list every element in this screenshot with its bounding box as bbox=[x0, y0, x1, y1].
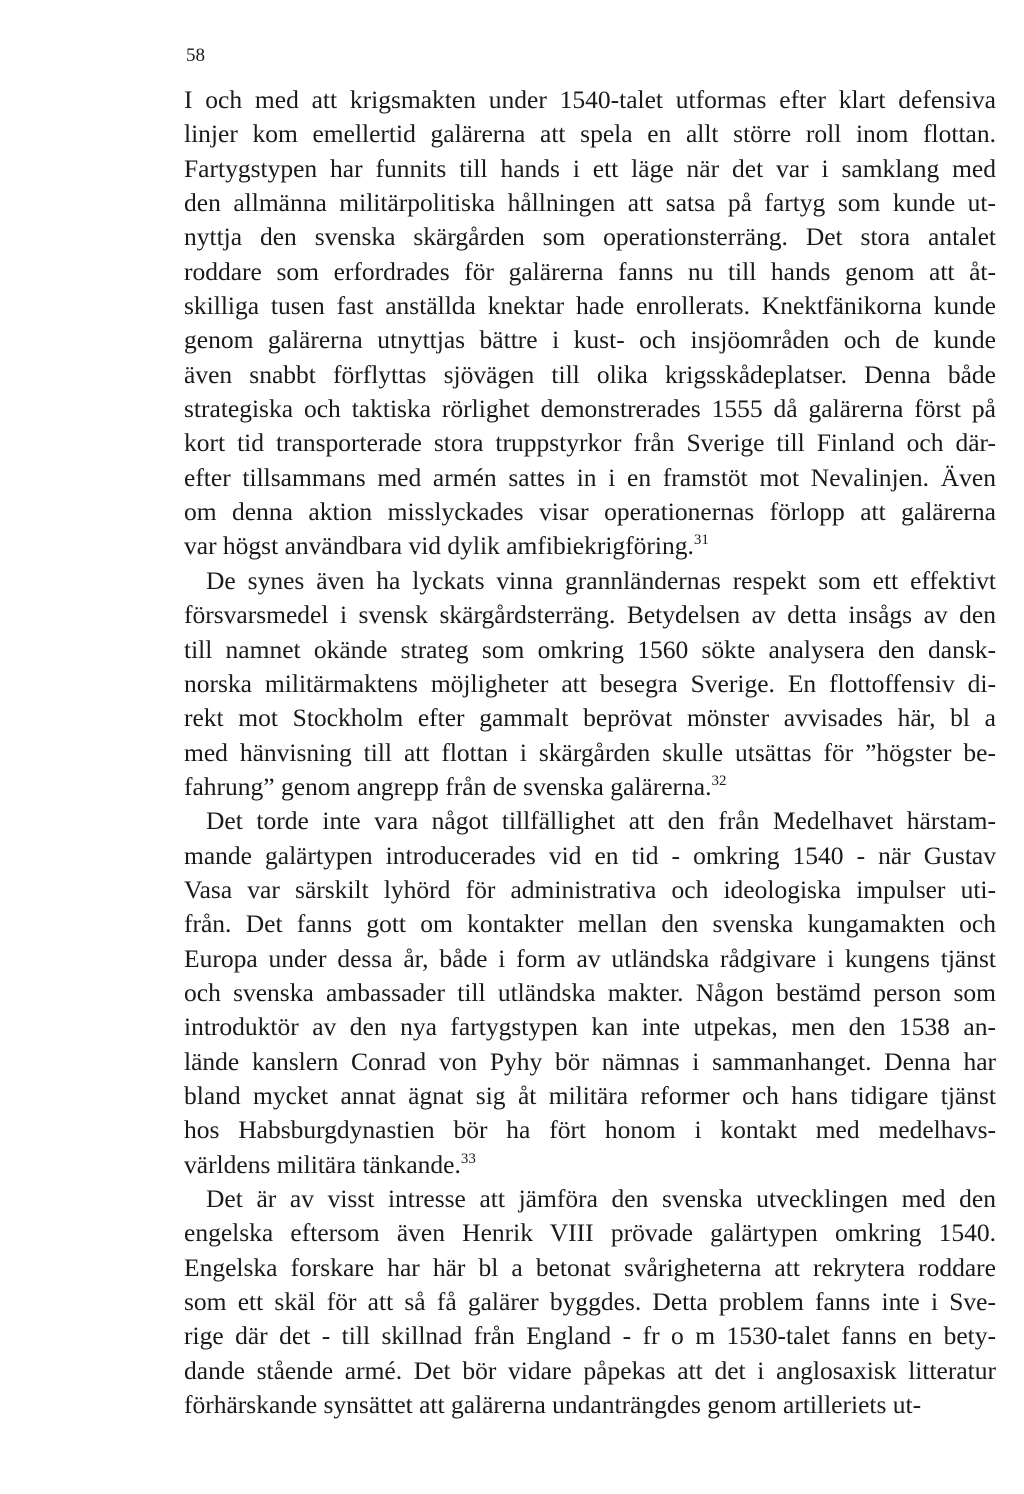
line-text: den allmänna militärpolitiska hållningen att satsa på fartyg som kunde ut- bbox=[184, 188, 996, 218]
line-text: mande galärtypen introducerades vid en tid - omkring 1540 - när Gustav bbox=[184, 840, 996, 870]
text-line bbox=[184, 976, 996, 1010]
line-text: Fartygstypen har funnits till hands i ett läge när det var i samklang med bbox=[184, 153, 996, 183]
text-line bbox=[184, 736, 996, 770]
line-text: roddare som erfordrades för galärerna fanns nu till hands genom att åt- bbox=[184, 256, 996, 286]
text-line bbox=[184, 1010, 996, 1044]
line-text: till namnet okände strateg som omkring 1560 sökte analysera den dansk- bbox=[184, 634, 996, 664]
body-text bbox=[184, 83, 996, 1422]
line-text: Europa under dessa år, både i form av utländska rådgivare i kungens tjänst bbox=[184, 943, 996, 973]
line-text: efter tillsammans med armén sattes in i en framstöt mot Nevalinjen. Även bbox=[184, 462, 996, 492]
text-line bbox=[184, 770, 996, 804]
line-text: rekt mot Stockholm efter gammalt beprövat mönster avvisades här, bl a bbox=[184, 703, 996, 733]
line-text: norska militärmaktens möjligheter att besegra Sverige. En flottoffensiv di- bbox=[184, 668, 996, 698]
text-line bbox=[184, 907, 996, 941]
text-line bbox=[184, 83, 996, 117]
line-text: försvarsmedel i svensk skärgårdsterräng. Betydelsen av detta insågs av den bbox=[184, 600, 996, 630]
text-line bbox=[184, 186, 996, 220]
text-line bbox=[184, 358, 996, 392]
text-line bbox=[184, 461, 996, 495]
text-line bbox=[184, 633, 996, 667]
line-text: som ett skäl för att så få galärer byggdes. Detta problem fanns inte i Sve- bbox=[184, 1287, 996, 1317]
text-line bbox=[184, 1182, 996, 1216]
text-line bbox=[184, 598, 996, 632]
line-text: bland mycket annat ägnat sig åt militära reformer och hans tidigare tjänst bbox=[184, 1080, 996, 1110]
text-line bbox=[184, 255, 996, 289]
line-text: Det torde inte vara något tillfällighet att den från Medelhavet härstam- bbox=[206, 806, 996, 836]
line-text: De synes även ha lyckats vinna grannländernas respekt som ett effektivt bbox=[206, 565, 996, 595]
line-text: och svenska ambassader till utländska makter. Någon bestämd person som bbox=[184, 977, 996, 1007]
line-text: världens militära tänkande. bbox=[184, 1149, 461, 1179]
text-line bbox=[184, 529, 996, 563]
line-text: från. Det fanns gott om kontakter mellan den svenska kungamakten och bbox=[184, 909, 996, 939]
paragraph bbox=[184, 804, 996, 1182]
line-text: kort tid transporterade stora truppstyrkor från Sverige till Finland och där- bbox=[184, 428, 996, 458]
text-line bbox=[184, 942, 996, 976]
line-text: rige där det - till skillnad från England - fr o m 1530-talet fanns en bety- bbox=[184, 1321, 996, 1351]
text-line bbox=[184, 1354, 996, 1388]
footnote-reference[interactable]: 33 bbox=[460, 1150, 476, 1167]
text-line bbox=[184, 1285, 996, 1319]
text-line bbox=[184, 1216, 996, 1250]
text-line bbox=[184, 1045, 996, 1079]
line-text: Vasa var särskilt lyhörd för administrativa och ideologiska impulser uti- bbox=[184, 874, 996, 904]
line-text: strategiska och taktiska rörlighet demonstrerades 1555 då galärerna först på bbox=[184, 394, 996, 424]
line-text: lände kanslern Conrad von Pyhy bör nämnas i sammanhanget. Denna har bbox=[184, 1046, 996, 1076]
line-text: även snabbt förflyttas sjövägen till olika krigsskådeplatser. Denna både bbox=[184, 359, 996, 389]
text-line bbox=[184, 1251, 996, 1285]
line-text: Engelska forskare har här bl a betonat svårigheterna att rekrytera roddare bbox=[184, 1252, 996, 1282]
page-number: 58 bbox=[186, 45, 205, 66]
text-line bbox=[184, 1148, 996, 1182]
text-line bbox=[184, 495, 996, 529]
text-line bbox=[184, 1079, 996, 1113]
line-text: skilliga tusen fast anställda knektar hade enrollerats. Knektfänikorna kunde bbox=[184, 291, 996, 321]
line-text: I och med att krigsmakten under 1540-talet utformas efter klart defensiva bbox=[184, 85, 996, 114]
text-line bbox=[184, 1388, 996, 1422]
line-text: engelska eftersom även Henrik VIII prövade galärtypen omkring 1540. bbox=[184, 1218, 996, 1248]
line-text: förhärskande synsättet att galärerna undanträngdes genom artilleriets ut- bbox=[184, 1390, 922, 1420]
line-text: nyttja den svenska skärgården som operationsterräng. Det stora antalet bbox=[184, 222, 996, 252]
line-text: dande stående armé. Det bör vidare påpekas att det i anglosaxisk litteratur bbox=[184, 1355, 996, 1385]
line-text: fahrung” genom angrepp från de svenska galärerna. bbox=[184, 771, 712, 801]
paragraph bbox=[184, 83, 996, 564]
line-text: genom galärerna utnyttjas bättre i kust- och insjöområden och de kunde bbox=[184, 325, 996, 355]
line-text: var högst användbara vid dylik amfibiekrigföring. bbox=[184, 531, 694, 561]
line-text: Det är av visst intresse att jämföra den svenska utvecklingen med den bbox=[206, 1184, 996, 1213]
text-line bbox=[184, 667, 996, 701]
text-line bbox=[184, 323, 996, 357]
text-line bbox=[184, 873, 996, 907]
line-text: med hänvisning till att flottan i skärgården skulle utsättas för ”högster be- bbox=[184, 737, 996, 767]
line-text: om denna aktion misslyckades visar operationernas förlopp att galärerna bbox=[184, 497, 996, 527]
text-line bbox=[184, 117, 996, 151]
text-line bbox=[184, 839, 996, 873]
text-line bbox=[184, 392, 996, 426]
text-line bbox=[184, 1113, 996, 1147]
text-line bbox=[184, 564, 996, 598]
footnote-reference[interactable]: 31 bbox=[693, 532, 709, 549]
text-line bbox=[184, 804, 996, 838]
text-line bbox=[184, 1319, 996, 1353]
line-text: introduktör av den nya fartygstypen kan inte utpekas, men den 1538 an- bbox=[184, 1012, 996, 1042]
text-line bbox=[184, 152, 996, 186]
text-line bbox=[184, 426, 996, 460]
paragraph bbox=[184, 1182, 996, 1422]
line-text: linjer kom emellertid galärerna att spela en allt större roll inom flottan. bbox=[184, 119, 996, 149]
text-line bbox=[184, 220, 996, 254]
footnote-reference[interactable]: 32 bbox=[711, 772, 727, 789]
line-text: hos Habsburgdynastien bör ha fört honom i kontakt med medelhavs- bbox=[184, 1115, 996, 1145]
text-line bbox=[184, 701, 996, 735]
text-line bbox=[184, 289, 996, 323]
paragraph bbox=[184, 564, 996, 804]
